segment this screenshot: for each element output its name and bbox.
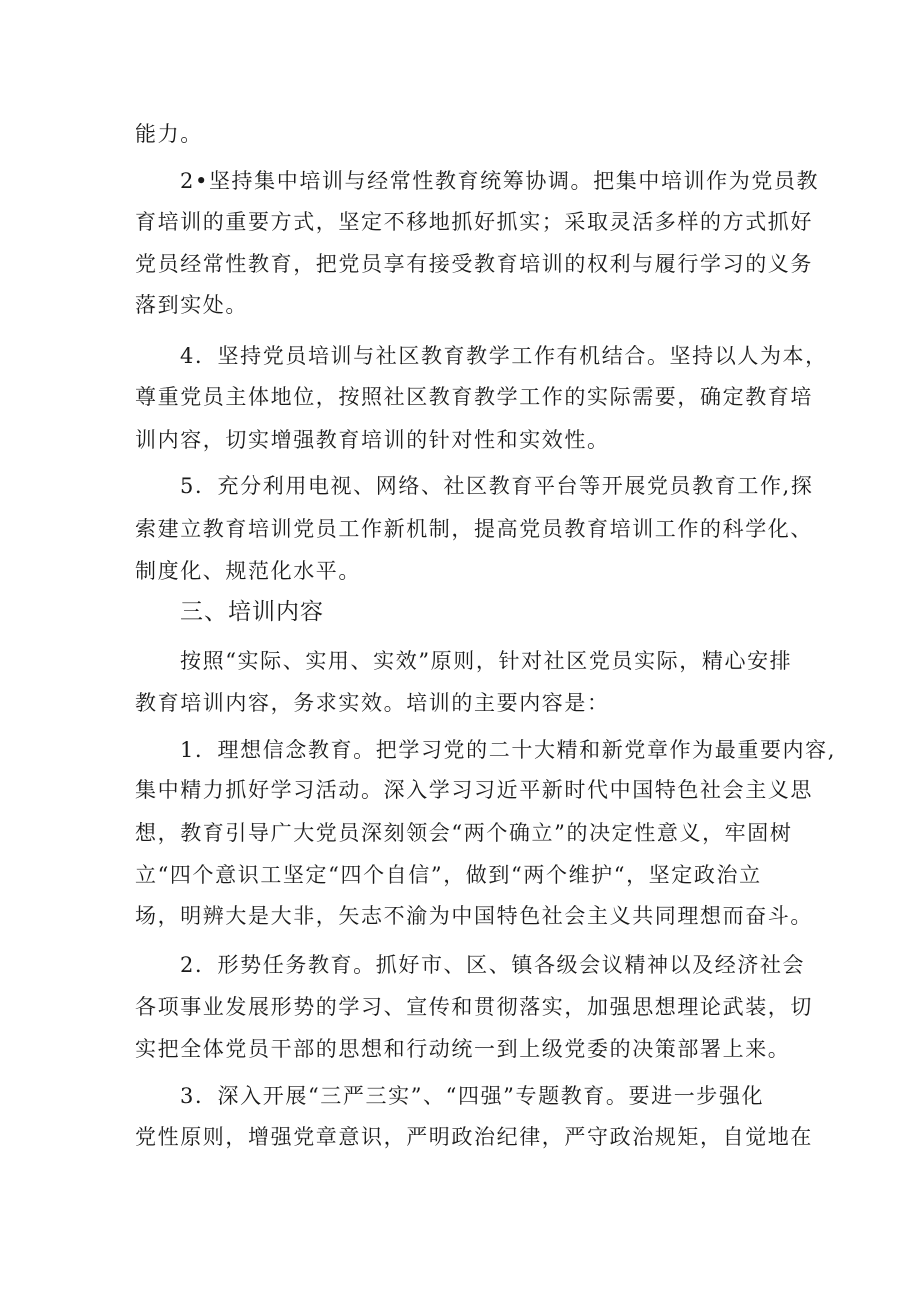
text-line: 想，教育引导广大党员深刻领会“两个确立”的决定性意义，牢固树 [135,821,793,845]
text-line: 教育培训内容，务求实效。培训的主要内容是： [135,691,610,715]
text-line: 育培训的重要方式，坚定不移地抓好抓实；采取灵活多样的方式抓好 [135,210,813,234]
text-line: 落到实处。 [135,293,248,317]
text-line: 立“四个意识工坚定“四个自信”，做到“两个维护“，坚定政治立 [135,863,762,887]
text-line: 3．深入开展“三严三实”、“四强”专题教育。要进一步强化 [180,1084,765,1108]
text-line: 能力。 [135,122,203,146]
text-line: 党性原则，增强党章意识，严明政治纪律，严守政治规矩，自觉地在 [135,1125,813,1149]
text-line: 4．坚持党员培训与社区教育教学工作有机结合。坚持以人为本， [180,344,828,368]
text-line: 集中精力抓好学习活动。深入学习习近平新时代中国特色社会主义思 [135,778,813,802]
text-line: 2．形势任务教育。抓好市、区、镇各级会议精神以及经济社会 [180,953,806,977]
text-line: 索建立教育培训党员工作新机制，提高党员教育培训工作的科学化、 [135,517,813,541]
text-line: 1．理想信念教育。把学习党的二十大精和新党章作为最重要内容, [180,738,837,762]
text-line: 训内容，切实增强教育培训的针对性和实效性。 [135,428,610,452]
text-line: 各项事业发展形势的学习、宣传和贯彻落实，加强思想理论武装，切 [135,995,813,1019]
text-line: 5．充分利用电视、网络、社区教育平台等开展党员教育工作,探 [180,474,814,498]
text-line: 尊重党员主体地位，按照社区教育教学工作的实际需要，确定教育培 [135,385,813,409]
text-line: 按照“实际、实用、实效”原则，针对社区党员实际，精心安排 [180,649,793,673]
text-line: 党员经常性教育，把党员享有接受教育培训的权利与履行学习的义务 [135,252,813,276]
text-line: 制度化、规范化水平。 [135,559,361,583]
text-line: 2•坚持集中培训与经常性教育统筹协调。把集中培训作为党员教 [180,169,820,193]
section-heading: 三、培训内容 [180,599,324,625]
text-line: 实把全体党员干部的思想和行动统一到上级党委的决策部署上来。 [135,1037,791,1061]
text-line: 场，明辨大是大非，矢志不渝为中国特色社会主义共同理想而奋斗。 [135,904,813,928]
